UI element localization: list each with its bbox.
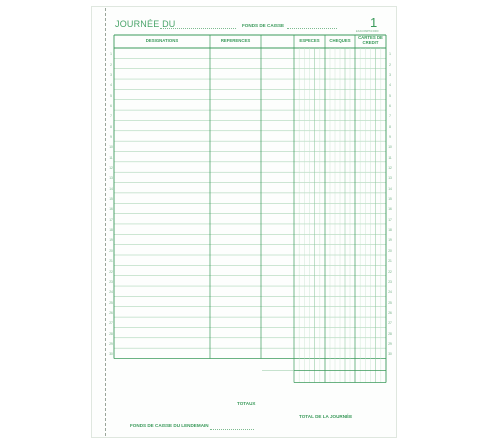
row-number-left-2: 2	[110, 62, 112, 67]
row-number-right-3: 3	[389, 72, 391, 77]
row-number-left-12: 12	[109, 166, 113, 171]
row-number-left-27: 27	[109, 321, 113, 326]
column-header-cheques: CHEQUES	[329, 38, 351, 43]
row-number-left-28: 28	[109, 331, 113, 336]
row-number-left-29: 29	[109, 341, 113, 346]
row-number-right-24: 24	[388, 290, 392, 295]
form-reference: EXACOMPTA 0000	[356, 30, 379, 33]
row-number-right-18: 18	[388, 228, 392, 233]
row-number-left-4: 4	[110, 83, 112, 88]
row-number-right-27: 27	[388, 321, 392, 326]
fonds-lendemain-label: FONDS DE CAISSE DU LENDEMAIN	[130, 423, 209, 428]
row-number-left-15: 15	[109, 197, 113, 202]
fonds-lendemain-field[interactable]	[210, 429, 254, 430]
row-number-right-7: 7	[389, 114, 391, 119]
row-number-right-26: 26	[388, 310, 392, 315]
row-number-right-22: 22	[388, 269, 392, 274]
journee-title: JOURNÉE DU	[115, 19, 176, 29]
totaux-label: TOTAUX	[237, 401, 256, 406]
row-number-left-30: 30	[109, 352, 113, 357]
row-number-right-29: 29	[388, 341, 392, 346]
row-number-left-8: 8	[110, 124, 112, 129]
row-number-left-3: 3	[110, 72, 112, 77]
row-number-left-26: 26	[109, 310, 113, 315]
row-number-left-6: 6	[110, 103, 112, 108]
row-number-left-22: 22	[109, 269, 113, 274]
row-number-right-15: 15	[388, 197, 392, 202]
row-number-left-11: 11	[109, 155, 113, 160]
row-number-right-11: 11	[388, 155, 392, 160]
row-number-left-19: 19	[109, 238, 113, 243]
row-number-right-8: 8	[389, 124, 391, 129]
row-number-left-16: 16	[109, 207, 113, 212]
row-number-right-28: 28	[388, 331, 392, 336]
row-number-right-1: 1	[389, 52, 391, 57]
row-number-right-13: 13	[388, 176, 392, 181]
row-number-right-14: 14	[388, 186, 392, 191]
row-number-left-5: 5	[110, 93, 112, 98]
row-number-right-25: 25	[388, 300, 392, 305]
row-number-right-16: 16	[388, 207, 392, 212]
column-header-cartes-de-credit: CARTES DE CREDIT	[358, 35, 383, 45]
row-number-right-23: 23	[388, 279, 392, 284]
row-number-left-21: 21	[109, 259, 113, 264]
row-number-left-17: 17	[109, 217, 113, 222]
row-number-left-23: 23	[109, 279, 113, 284]
column-header-designations: DESIGNATIONS	[145, 38, 179, 43]
row-number-right-10: 10	[388, 145, 392, 150]
fonds-de-caisse-label: FONDS DE CAISSE	[242, 23, 285, 28]
row-number-left-10: 10	[109, 145, 113, 150]
row-number-left-14: 14	[109, 186, 113, 191]
row-number-right-9: 9	[389, 134, 391, 139]
row-number-right-20: 20	[388, 248, 392, 253]
row-number-right-30: 30	[388, 352, 392, 357]
row-number-left-25: 25	[109, 300, 113, 305]
row-number-right-12: 12	[388, 166, 392, 171]
row-number-right-19: 19	[388, 238, 392, 243]
row-number-left-20: 20	[109, 248, 113, 253]
row-number-right-6: 6	[389, 103, 391, 108]
column-header-references: REFERENCES	[220, 38, 251, 43]
row-number-left-1: 1	[110, 52, 112, 57]
row-number-right-17: 17	[388, 217, 392, 222]
row-number-right-5: 5	[389, 93, 391, 98]
total-journee-label: TOTAL DE LA JOURNÉE	[299, 414, 353, 419]
row-number-left-24: 24	[109, 290, 113, 295]
page-number: 1	[370, 15, 378, 30]
row-number-right-4: 4	[389, 83, 391, 88]
row-number-left-13: 13	[109, 176, 113, 181]
row-number-right-2: 2	[389, 62, 391, 67]
row-number-left-18: 18	[109, 228, 113, 233]
column-header-especes: ESPECES	[299, 38, 320, 43]
row-number-left-9: 9	[110, 134, 112, 139]
row-number-left-7: 7	[110, 114, 112, 119]
row-number-right-21: 21	[388, 259, 392, 264]
